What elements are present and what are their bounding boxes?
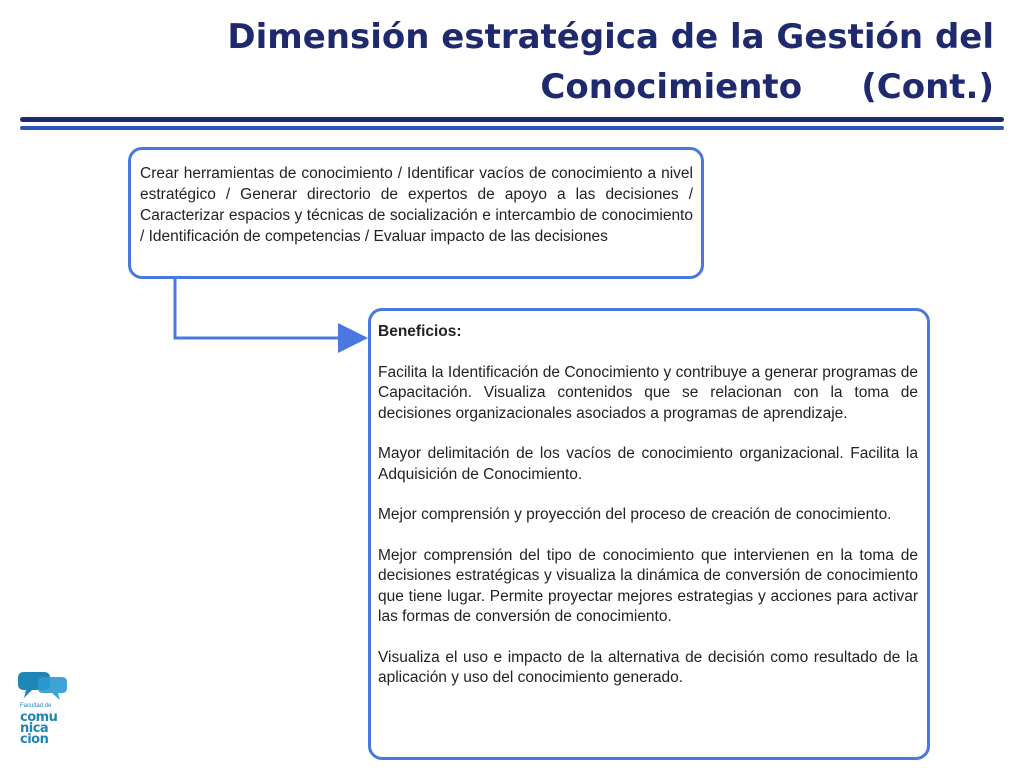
benefit-paragraph: Mejor comprensión del tipo de conocimiento que intervienen en la toma de decisiones estratégicas y visualiza la dinámica de conversión de conocimiento que tiene lugar. Permite proyectar mejores estrategias y acciones para activar las formas de conversión de conocimiento. — [378, 546, 918, 625]
benefits-heading: Beneficios: — [378, 323, 462, 340]
connector-line — [175, 279, 362, 338]
strategy-actions-box — [128, 147, 704, 279]
logo-word-part: cion — [20, 732, 49, 747]
benefits-box — [368, 308, 930, 760]
benefit-paragraph: Visualiza el uso e impacto de la alternativa de decisión como resultado de la aplicación y uso del conocimiento generado. — [378, 648, 918, 686]
slide-title — [94, 12, 994, 112]
benefit-paragraph: Facilita la Identificación de Conocimiento y contribuye a generar programas de Capacitación. Visualiza contenidos que se relacionan con la toma de decisiones organizacionales asociados a programas de aprendizaje. — [378, 363, 918, 422]
title-divider-dark — [20, 117, 1004, 122]
logo-word-part: nica — [20, 721, 49, 736]
speech-bubbles-icon — [14, 668, 72, 704]
logo-word-part: comu — [20, 710, 58, 725]
faculty-logo — [14, 668, 72, 746]
title-divider-light — [20, 126, 1004, 130]
slide-title-line-1: Dimensión estratégica de la Gestión del — [227, 17, 994, 57]
logo-small-text: Facultad de — [20, 703, 52, 709]
slide-title-line-2: Conocimiento (Cont.) — [540, 67, 994, 107]
strategy-actions-text: Crear herramientas de conocimiento / Identificar vacíos de conocimiento a nivel estratégico / Generar directorio de expertos de apoyo a las decisiones / Caracterizar espacios y técnicas de socialización e intercambio de conocimiento / Identificación de competencias / Evaluar impacto de las decisiones — [140, 165, 693, 245]
benefit-paragraph: Mejor comprensión y proyección del proceso de creación de conocimiento. — [378, 506, 892, 523]
benefit-paragraph: Mayor delimitación de los vacíos de conocimiento organizacional. Facilita la Adquisición de Conocimiento. — [378, 445, 918, 483]
